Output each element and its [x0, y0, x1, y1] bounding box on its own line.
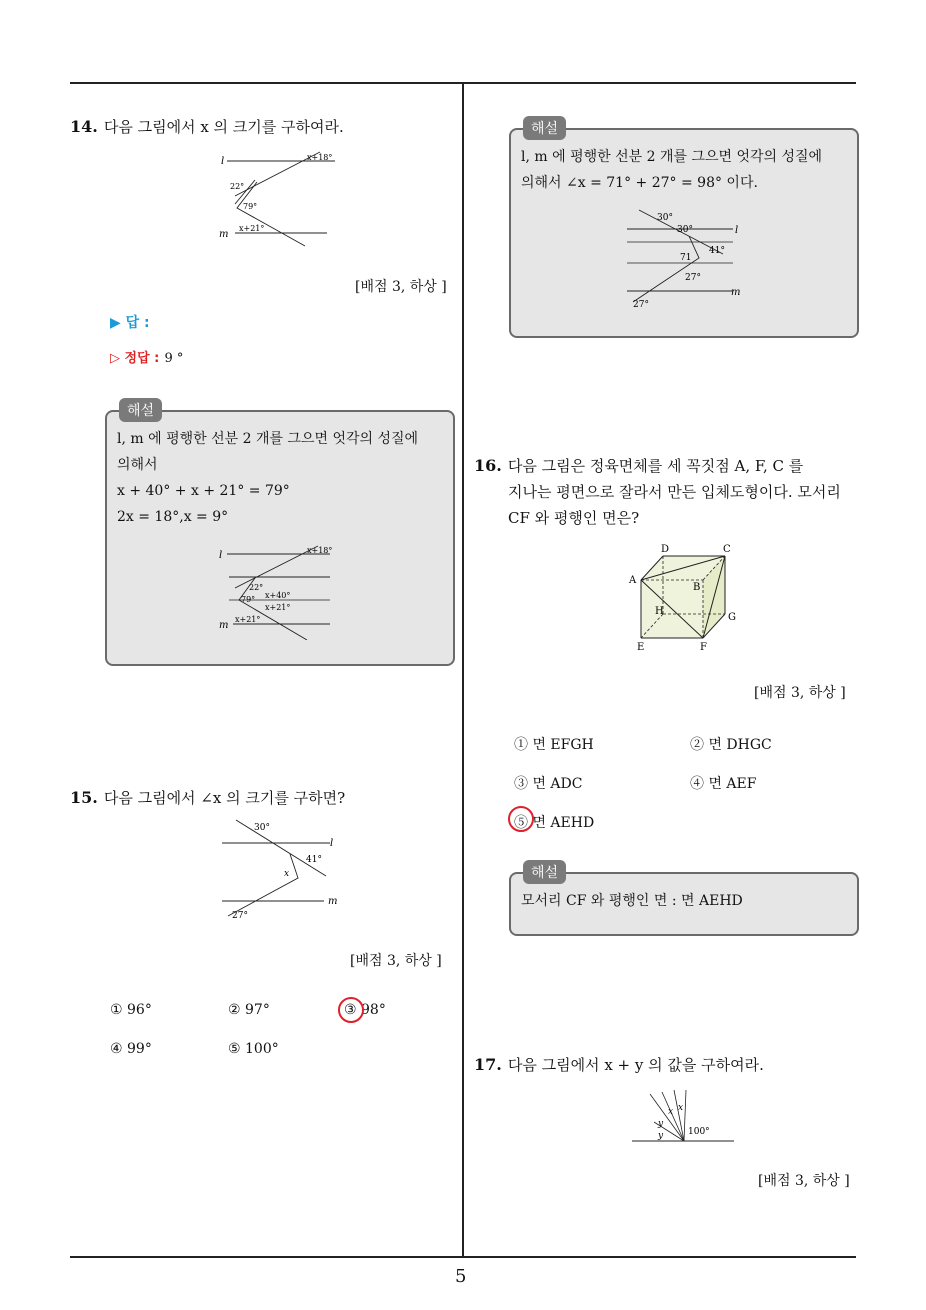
- q15-choice-1[interactable]: ① 96°: [110, 1002, 152, 1018]
- q16-vertex-H: H: [655, 606, 664, 617]
- q16-explanation-box: [509, 865, 859, 936]
- q14-fig2-label-e: x+21°: [265, 603, 291, 612]
- q14-explanation-tag: 해설: [119, 398, 162, 422]
- q17-title: [474, 1052, 764, 1078]
- q17-label-y1: y: [658, 1119, 664, 1129]
- q15-fig2-label-m: m: [731, 287, 741, 298]
- q14-explanation-figure: [215, 544, 340, 640]
- q17-figure: [628, 1088, 738, 1146]
- q16-explanation-line-1: 모서리 CF 와 평행인 면 : 면 AEHD: [521, 893, 743, 909]
- q15-explanation-figure: [623, 208, 749, 308]
- q15-choice-3[interactable]: ③ 98°: [344, 1002, 386, 1018]
- q16-choice-2[interactable]: ② 면 DHGC: [690, 737, 772, 753]
- q16-vertex-D: D: [661, 544, 670, 555]
- q14-explanation-body: [117, 426, 443, 530]
- q14-fig2-label-b: 22°: [249, 583, 264, 592]
- q15-title: [70, 785, 345, 811]
- q15-explanation-line-2: 의해서 ∠x = 71° + 27° = 98° 이다.: [521, 175, 758, 191]
- q16-choice-3[interactable]: ③ 면 ADC: [514, 776, 583, 792]
- q16-choice-1[interactable]: ① 면 EFGH: [514, 737, 594, 753]
- q15-fig2-label-b: 30°: [677, 225, 693, 235]
- column-divider: [462, 82, 464, 1258]
- q16-score: [배점 3, 하상 ]: [754, 685, 846, 701]
- q17-label-x2: x: [678, 1103, 684, 1113]
- q14-fig2-label-l: l: [219, 550, 223, 561]
- q15-score: [배점 3, 하상 ]: [350, 953, 442, 969]
- q14-label-l: l: [221, 156, 225, 167]
- q16-text-line-2: 지나는 평면으로 잘라서 만든 입체도형이다. 모서리: [508, 483, 841, 501]
- q16-vertex-B: B: [693, 582, 701, 593]
- bottom-rule: [70, 1256, 856, 1258]
- q15-fig2-label-d: 71: [680, 253, 692, 263]
- q15-number: 15.: [70, 788, 98, 807]
- q14-label-c: 79°: [243, 202, 258, 211]
- q16-title: [474, 453, 854, 531]
- q14-label-m: m: [219, 229, 229, 240]
- q14-text: 다음 그림에서 x 의 크기를 구하여라.: [103, 118, 344, 136]
- q15-label-c: 27°: [232, 911, 248, 921]
- q16-choice-4[interactable]: ④ 면 AEF: [690, 776, 757, 792]
- q15-label-x: x: [284, 869, 290, 879]
- q15-choice-5[interactable]: ⑤ 100°: [228, 1041, 279, 1057]
- q16-explanation-body: [521, 888, 847, 914]
- q16-explanation-tag: 해설: [523, 860, 566, 884]
- q15-explanation-box: [509, 121, 859, 338]
- q14-correct-label: ▷ 정답 :: [110, 351, 160, 366]
- q17-score: [배점 3, 하상 ]: [758, 1173, 850, 1189]
- q14-correct: [110, 347, 183, 366]
- page-number: 5: [455, 1266, 467, 1287]
- q14-explanation-line-1: l, m 에 평행한 선분 2 개를 그으면 엇각의 성질에: [117, 431, 419, 447]
- q16-number: 16.: [474, 456, 502, 475]
- q14-fig2-label-a: x+18°: [307, 546, 333, 555]
- q17-text: 다음 그림에서 x + y 의 값을 구하여라.: [507, 1056, 764, 1074]
- q15-choice-4[interactable]: ④ 99°: [110, 1041, 152, 1057]
- q14-fig2-label-f: x+21°: [235, 615, 261, 624]
- q17-label-a: 100°: [688, 1127, 710, 1137]
- q16-cube-figure: [625, 542, 745, 656]
- q14-correct-value: 9 °: [164, 351, 184, 366]
- q14-label-a: x+18°: [307, 153, 333, 162]
- q14-explanation-line-2: 의해서: [117, 457, 158, 473]
- q15-explanation-line-1: l, m 에 평행한 선분 2 개를 그으면 엇각의 성질에: [521, 149, 823, 165]
- q15-fig2-label-a: 30°: [657, 213, 673, 223]
- q15-explanation-tag: 해설: [523, 116, 566, 140]
- q14-title: [70, 114, 344, 140]
- q17-label-x1: x: [668, 1107, 674, 1117]
- q15-selected-mark: [338, 997, 364, 1023]
- q15-figure: [218, 818, 343, 923]
- q14-figure: [215, 148, 340, 248]
- q15-fig2-label-e: 27°: [685, 273, 701, 283]
- q17-label-y2: y: [658, 1131, 664, 1141]
- q15-fig2-label-c: 41°: [709, 246, 725, 256]
- q14-score: [배점 3, 하상 ]: [355, 279, 447, 295]
- q15-label-l: l: [330, 838, 334, 849]
- q15-explanation-body: [521, 144, 847, 196]
- q14-label-b: 22°: [230, 182, 245, 191]
- q16-vertex-E: E: [637, 642, 645, 653]
- q16-text-line-3: CF 와 평행인 면은?: [508, 509, 640, 527]
- q16-vertex-G: G: [728, 612, 736, 623]
- q16-selected-mark: [508, 806, 534, 832]
- q14-fig2-label-m: m: [219, 620, 229, 631]
- q16-vertex-A: A: [629, 575, 637, 586]
- q14-explanation-box: [105, 403, 455, 666]
- q15-fig2-label-f: 27°: [633, 300, 649, 308]
- q14-answer-label: ▶ 답 :: [110, 315, 150, 331]
- q14-explanation-line-4: 2x = 18°,x = 9°: [117, 509, 229, 525]
- q16-vertex-F: F: [700, 642, 707, 653]
- q16-text-line-1: 다음 그림은 정육면체를 세 꼭짓점 A, F, C 를: [507, 457, 804, 475]
- q16-vertex-C: C: [723, 544, 731, 555]
- q15-fig2-label-l: l: [735, 225, 739, 236]
- q15-label-b: 41°: [306, 855, 322, 865]
- q15-label-a: 30°: [254, 823, 270, 833]
- q15-label-m: m: [328, 896, 338, 907]
- q15-text: 다음 그림에서 ∠x 의 크기를 구하면?: [103, 789, 346, 807]
- q14-fig2-label-c: x+40°: [265, 591, 291, 600]
- q14-fig2-label-d: 79°: [241, 595, 256, 604]
- q16-choice-5[interactable]: ⑤ 면 AEHD: [514, 815, 595, 831]
- q14-number: 14.: [70, 117, 98, 136]
- q15-choice-2[interactable]: ② 97°: [228, 1002, 270, 1018]
- q17-number: 17.: [474, 1055, 502, 1074]
- q14-explanation-line-3: x + 40° + x + 21° = 79°: [117, 483, 290, 499]
- q14-label-d: x+21°: [239, 224, 265, 233]
